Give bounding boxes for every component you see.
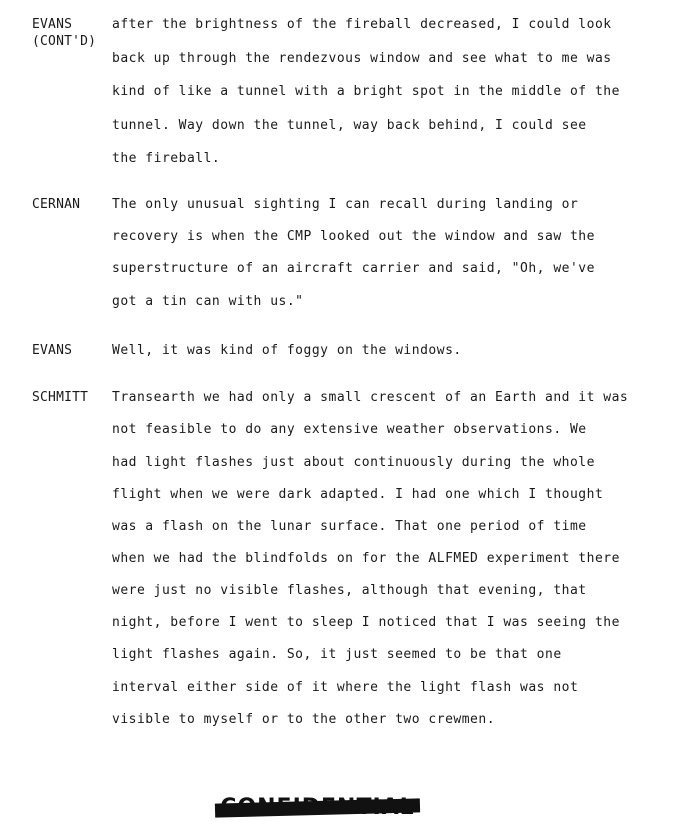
speaker-label [32, 16, 96, 50]
text-line: tunnel. Way down the tunnel, way back behind, I could see [112, 118, 587, 133]
classification-stamp [215, 795, 420, 821]
text-line: had light flashes just about continuously during the whole [112, 455, 595, 470]
text-line: flight when we were dark adapted. I had one which I thought [112, 487, 604, 502]
speaker-label [32, 196, 80, 213]
text-line: got a tin can with us." [112, 294, 304, 309]
text-line: not feasible to do any extensive weather observations. We [112, 422, 587, 437]
text-line: kind of like a tunnel with a bright spot in the middle of the [112, 84, 620, 99]
speaker-name: EVANS [32, 343, 73, 358]
text-line: were just no visible flashes, although that evening, that [112, 583, 587, 598]
text-line: was a flash on the lunar surface. That one period of time [112, 519, 587, 534]
text-line: The only unusual sighting I can recall during landing or [112, 197, 579, 212]
speaker-continued: (CONT'D) [32, 34, 97, 49]
speaker-name: CERNAN [32, 197, 81, 212]
text-line: interval either side of it where the light flash was not [112, 680, 579, 695]
speaker-label [32, 342, 72, 359]
text-line: back up through the rendezvous window and see what to me was [112, 51, 612, 66]
text-line: the fireball. [112, 151, 221, 166]
text-line: Well, it was kind of foggy on the windows. [112, 343, 462, 358]
text-line: superstructure of an aircraft carrier and said, "Oh, we've [112, 261, 595, 276]
text-line: night, before I went to sleep I noticed that I was seeing the [112, 615, 620, 630]
text-line: Transearth we had only a small crescent of an Earth and it was [112, 390, 629, 405]
speaker-name: EVANS [32, 17, 73, 32]
text-line: light flashes again. So, it just seemed to be that one [112, 647, 562, 662]
text-line: when we had the blindfolds on for the ALFMED experiment there [112, 551, 620, 566]
text-line: visible to myself or to the other two crewmen. [112, 712, 496, 727]
speaker-label [32, 389, 88, 406]
speaker-name: SCHMITT [32, 390, 89, 405]
text-line: recovery is when the CMP looked out the window and saw the [112, 229, 595, 244]
text-line: after the brightness of the fireball decreased, I could look [112, 17, 612, 32]
